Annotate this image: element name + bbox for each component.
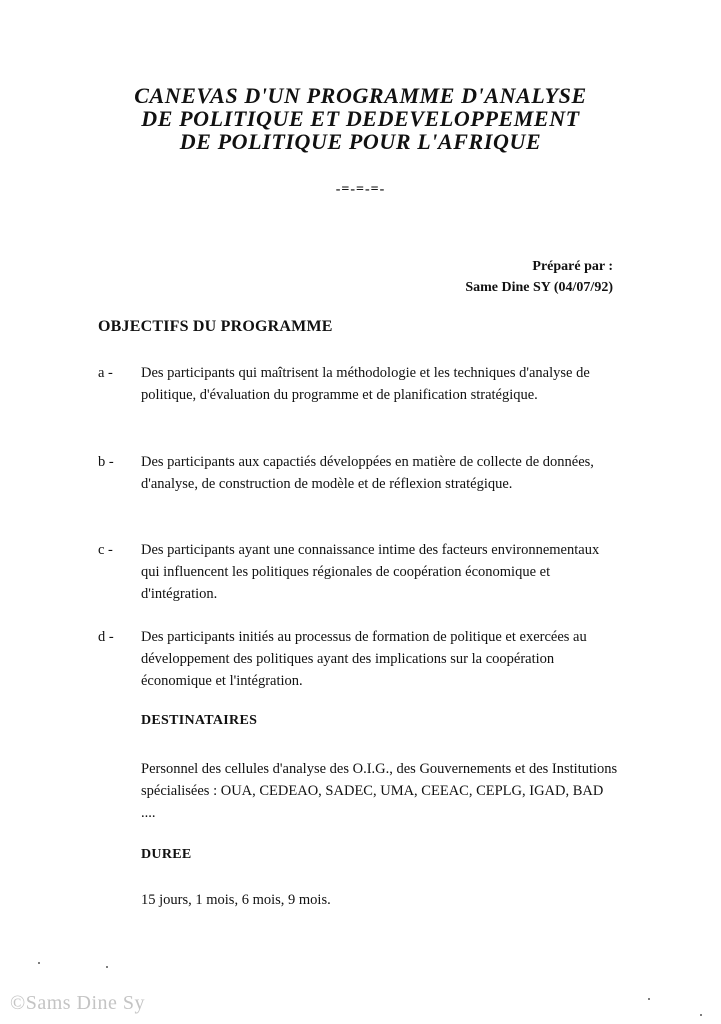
objective-text: Des participants ayant une connaissance intime des facteurs environnementaux qui influencent les politiques régionales de coopération économique et d'intégration.	[141, 542, 600, 602]
duree-text: 15 jours, 1 mois, 6 mois, 9 mois.	[141, 892, 331, 908]
objective-text: Des participants initiés au processus de formation de politique et exercées au développement des politiques ayant des implications sur la coopération économique et l'intégration.	[141, 629, 587, 689]
prepared-by-label: Préparé par :	[532, 259, 613, 274]
objectives-heading: OBJECTIFS DU PROGRAMME	[98, 318, 333, 335]
objective-letter: b -	[98, 454, 114, 470]
prepared-by-author: Same Dine SY (04/07/92)	[465, 280, 613, 295]
duree-heading: DUREE	[141, 847, 192, 862]
title-line: DE POLITIQUE ET DEDEVELOPPEMENT	[141, 106, 580, 131]
scan-speck	[648, 998, 650, 1000]
objective-letter: d -	[98, 629, 114, 645]
objective-text: Des participants qui maîtrisent la méthodologie et les techniques d'analyse de politique, d'évaluation du programme et de planification stratégique.	[141, 365, 590, 403]
destinataires-text: Personnel des cellules d'analyse des O.I.G., des Gouvernements et des Institutions spécialisées : OUA, CEDEAO, SADEC, UMA, CEEAC, CEPLG, IGAD, BAD ....	[141, 761, 618, 821]
objective-letter: c -	[98, 542, 113, 558]
scan-speck	[38, 962, 40, 964]
document-title	[40, 84, 681, 153]
prepared-by-block	[465, 256, 613, 298]
title-line: CANEVAS D'UN PROGRAMME D'ANALYSE	[134, 83, 587, 108]
objective-text: Des participants aux capactiés développées en matière de collecte de données, d'analyse, de construction de modèle et de réflexion stratégique.	[141, 454, 594, 492]
title-separator: -=-=-=-	[335, 182, 386, 197]
objective-letter: a -	[98, 365, 113, 381]
title-line: DE POLITIQUE POUR L'AFRIQUE	[179, 129, 542, 154]
scan-speck	[106, 966, 108, 968]
copyright-watermark: ©Sams Dine Sy	[10, 992, 146, 1014]
destinataires-heading: DESTINATAIRES	[141, 713, 258, 728]
scan-speck	[700, 1014, 702, 1016]
